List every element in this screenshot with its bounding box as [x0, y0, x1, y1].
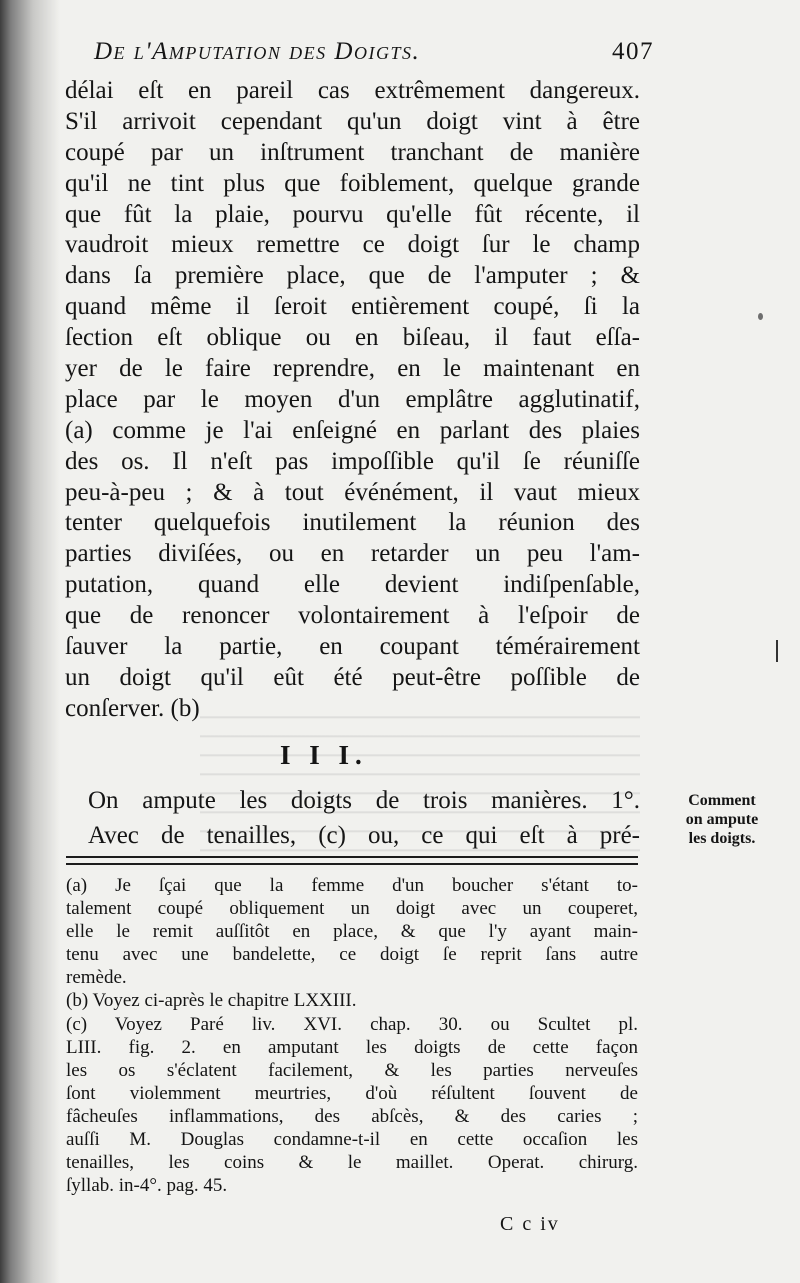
text-line: dans ſa première place, que de l'amputer ; & — [65, 262, 640, 290]
text-line: ſection eſt oblique ou en biſeau, il faut eſſa- — [65, 324, 640, 352]
margin-note-line: les doigts. — [688, 830, 756, 847]
text-line: que de renoncer volontairement à l'eſpoir de — [65, 602, 640, 630]
text-line: des os. Il n'eſt pas impoſſible qu'il ſe réuniſſe — [65, 447, 640, 475]
margin-note — [662, 791, 782, 848]
footnotes — [66, 874, 638, 1197]
section-number: I I I. — [280, 740, 368, 770]
footnote-line: les os s'éclatent facilement, & les parties nerveuſes — [66, 1059, 638, 1081]
footnote-line: ſont violemment meurtries, d'où réſultent ſouvent de — [66, 1082, 638, 1104]
footnote-line: auſſi M. Douglas condamne-t-il en cette occaſion les — [66, 1129, 638, 1151]
footnote-line: elle le remit auſſitôt en place, & que l'y ayant main- — [66, 921, 638, 943]
text-line: quand même il ſeroit entièrement coupé, ſi la — [65, 293, 640, 321]
footnote-line: talement coupé obliquement un doigt avec un couperet, — [66, 898, 638, 920]
text-line: Avec de tenailles, (c) ou, ce qui eſt à pré- — [88, 822, 640, 849]
footnote-line: fâcheuſes inflammations, des abſcès, & des caries ; — [66, 1105, 638, 1127]
text-line: On ampute les doigts de trois manières. 1°. — [88, 787, 640, 814]
footnote-line: LIII. fig. 2. en amputant les doigts de cette façon — [66, 1036, 638, 1058]
text-line: yer de le faire reprendre, en le maintenant en — [65, 355, 640, 383]
text-line: S'il arrivoit cependant qu'un doigt vint à être — [65, 107, 640, 135]
text-line: que fût la plaie, pourvu qu'elle fût récente, il — [65, 200, 640, 228]
page-number: 407 — [612, 38, 654, 65]
footnote-divider — [66, 856, 638, 865]
text-line: putation, quand elle devient indiſpenſable, — [65, 571, 640, 599]
footnote-line: ſyllab. in-4°. pag. 45. — [66, 1175, 228, 1197]
gutter-shadow — [0, 0, 60, 1283]
section-paragraph — [88, 783, 640, 853]
footnote-line: (a) Je ſçai que la femme d'un boucher s'étant to- — [66, 875, 638, 896]
text-line: coupé par un inſtrument tranchant de manière — [65, 138, 640, 166]
footnote-line: remède. — [66, 967, 127, 989]
paper-speck — [758, 313, 763, 320]
margin-note-line: on ampute — [685, 811, 759, 828]
running-head-title: De l'Amputation des Doigts. — [94, 38, 421, 65]
footnote-line: (c) Voyez Paré liv. XVI. chap. 30. ou Scultet pl. — [66, 1013, 638, 1035]
text-line: ſauver la partie, en coupant témérairement — [65, 633, 640, 661]
text-line: (a) comme je l'ai enſeigné en parlant des plaies — [65, 416, 640, 444]
main-paragraph — [65, 76, 640, 725]
text-line: conſerver. (b) — [65, 694, 200, 722]
footnote-line: tenailles, les coins & le maillet. Operat. chirurg. — [66, 1152, 638, 1174]
text-line: un doigt qu'il eût été peut-être poſſible de — [65, 663, 640, 691]
text-line: vaudroit mieux remettre ce doigt ſur le champ — [65, 231, 640, 259]
text-line: qu'il ne tint plus que foiblement, quelque grande — [65, 169, 640, 197]
margin-note-line: Comment — [688, 792, 756, 809]
text-line: place par le moyen d'un emplâtre agglutinatif, — [65, 385, 640, 413]
footnote-line: tenu avec une bandelette, ce doigt ſe reprit ſans autre — [66, 944, 638, 966]
text-line: tenter quelquefois inutilement la réunion des — [65, 509, 640, 537]
signature-mark: C c iv — [500, 1213, 560, 1235]
text-line: parties diviſées, ou en retarder un peu l'am- — [65, 540, 640, 568]
text-line: peu-à-peu ; & à tout événément, il vaut mieux — [65, 478, 640, 506]
margin-mark — [776, 640, 778, 662]
text-line: délai eſt en pareil cas extrêmement dangereux. — [65, 77, 640, 104]
running-head — [94, 38, 654, 74]
footnote-line: (b) Voyez ci-après le chapitre LXXIII. — [66, 990, 357, 1012]
